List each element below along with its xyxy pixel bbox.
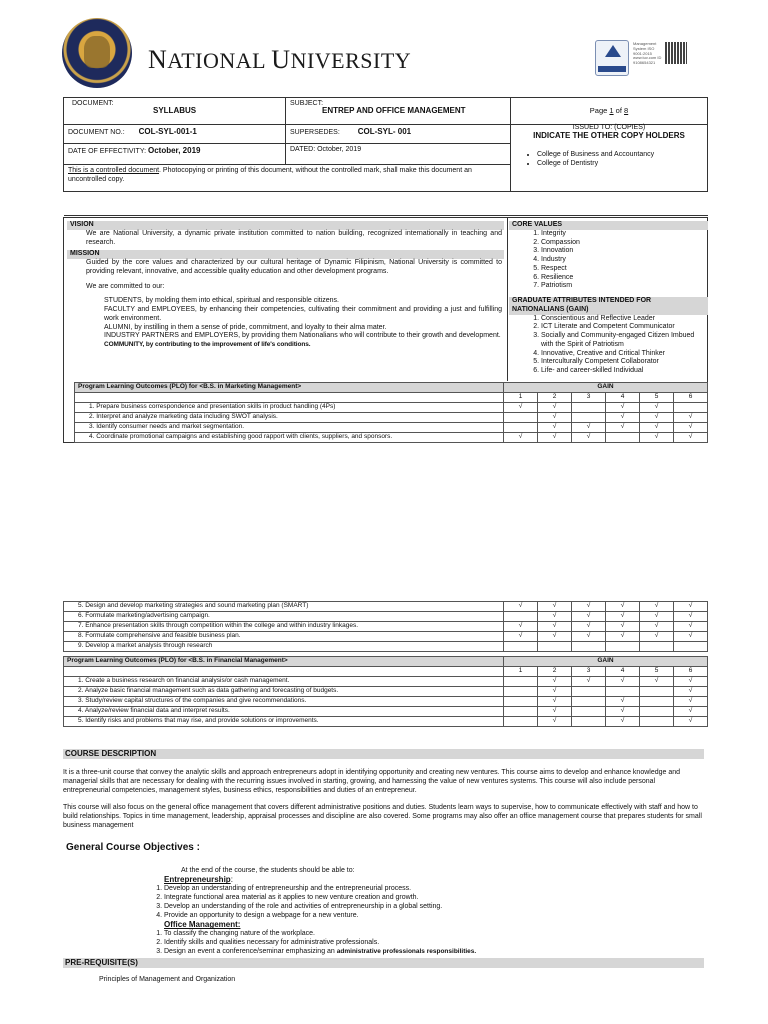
spacer-row (64, 192, 708, 216)
gain-check-cell: √ (674, 707, 708, 717)
gain-check-cell: √ (572, 602, 606, 612)
plo-row-text: 1. Create a business research on financial analysis/or cash management. (64, 677, 504, 687)
plo-marketing-rows (75, 403, 708, 443)
plo-row (64, 697, 708, 707)
gain-check-cell: √ (674, 612, 708, 622)
issued-title: INDICATE THE OTHER COPY HOLDERS (533, 130, 685, 140)
gain-item: 4. Innovative, Creative and Critical Thinker (541, 350, 708, 359)
plo-row (64, 717, 708, 727)
core-value-item: 3. Innovation (541, 247, 708, 256)
certification-badge (595, 40, 695, 78)
plo-row (75, 403, 708, 413)
gain-check-cell: √ (538, 423, 572, 433)
gain-check-cell: √ (674, 697, 708, 707)
effectivity-cell (64, 144, 286, 165)
gain-check-cell: √ (640, 433, 674, 443)
gain-check-cell (504, 413, 538, 423)
mission-title: MISSION (67, 250, 504, 259)
gain-check-cell: √ (538, 602, 572, 612)
course-description-p2: This course will also focus on the general office management that covers different administrative positions and duties. Students learn ways to supervise, how to communicate effectively with staff and how to build relationships. Topics in time management, leadership, appraisal processes and discipline are also covered. Some programs may also offer an office management course that prepares students for small business management (63, 804, 702, 830)
plo-row-text: 2. Interpret and analyze marketing data including SWOT analysis. (75, 413, 504, 423)
core-values-title: CORE VALUES (509, 221, 708, 230)
plo-marketing-title: Program Learning Outcomes (PLO) for <B.S. in Marketing Management> (75, 383, 504, 393)
gain-col: 2 (538, 667, 572, 677)
core-values-list (509, 230, 708, 291)
gain-header: GAIN (504, 657, 708, 667)
gain-check-cell (504, 612, 538, 622)
gain-check-cell: √ (674, 632, 708, 642)
copy-holder-list (515, 151, 703, 169)
gain-check-cell (504, 717, 538, 727)
gain-check-cell: √ (538, 632, 572, 642)
supersedes-value: COL-SYL- 001 (357, 127, 412, 136)
gain-check-cell: √ (606, 612, 640, 622)
plo-row (75, 413, 708, 423)
gain-check-cell: √ (572, 632, 606, 642)
gain-check-cell (504, 677, 538, 687)
effectivity-label: DATE OF EFFECTIVITY: (68, 148, 147, 155)
document-value: SYLLABUS (153, 105, 197, 115)
plo-row-text: 8. Formulate comprehensive and feasible business plan. (64, 632, 504, 642)
objective-item: 3. Develop an understanding of the role and activities of entrepreneurship in a global setting. (164, 903, 706, 912)
gain-check-cell: √ (674, 433, 708, 443)
gain-header: GAIN (504, 383, 708, 393)
issued-cell (511, 125, 708, 192)
page-number: 1 (609, 106, 614, 116)
gain-col: 5 (640, 393, 674, 403)
plo-row-text: 6. Formulate marketing/advertising campaign. (64, 612, 504, 622)
gain-check-cell: √ (572, 423, 606, 433)
gain-check-cell: √ (572, 612, 606, 622)
gain-check-cell (640, 687, 674, 697)
gain-check-cell (572, 717, 606, 727)
university-name: NATIONAL UNIVERSITY (148, 45, 412, 74)
plo-row (64, 632, 708, 642)
gain-check-cell: √ (538, 707, 572, 717)
gain-col: 2 (538, 393, 572, 403)
objective-item: 4. Provide an opportunity to design a webpage for a new venture. (164, 912, 706, 921)
docno-label: DOCUMENT NO.: (68, 129, 125, 136)
subject-value: ENTREP AND OFFICE MANAGEMENT (322, 105, 466, 115)
gain-check-cell: √ (504, 622, 538, 632)
gain-col: 1 (504, 393, 538, 403)
copy-holder-item: • College of Business and Accountancy (537, 151, 703, 160)
gain-col: 3 (572, 393, 606, 403)
office-list (148, 930, 706, 956)
objective-item: 2. Integrate functional area material as it applies to new venture creation and growth. (164, 894, 706, 903)
gain-check-cell: √ (572, 433, 606, 443)
mission-item: INDUSTRY PARTNERS and EMPLOYERS, by providing them Nationalians who will contribute to their growth and development. (104, 332, 501, 340)
gain-check-cell: √ (674, 622, 708, 632)
plo-row-text: 2. Analyze basic financial management such as data gathering and forecasting of budgets. (64, 687, 504, 697)
gain-check-cell: √ (606, 602, 640, 612)
plo-row-text: 5. Design and develop marketing strategies and sound marketing plan (SMART) (64, 602, 504, 612)
gain-title: GRADUATE ATTRIBUTES INTENDED FOR NATIONALIANS (GAIN) (509, 297, 708, 315)
gain-check-cell (606, 642, 640, 652)
gain-check-cell: √ (640, 622, 674, 632)
entrep-colon: : (230, 875, 233, 885)
gain-check-cell: √ (606, 413, 640, 423)
core-value-item: 6. Resilience (541, 274, 708, 283)
plo-row-text: 5. Identify risks and problems that may rise, and provide solutions or improvements. (64, 717, 504, 727)
issued-label: ISSUED TO: (COPIES) (572, 124, 646, 131)
gain-check-cell: √ (674, 413, 708, 423)
page-total: 8 (624, 106, 629, 116)
gain-check-cell: √ (538, 433, 572, 443)
gain-check-cell: √ (538, 612, 572, 622)
certification-text: Management System ISO 9001:2015 www.tuv.com ID 9108654321 (633, 41, 662, 66)
university-seal-logo (62, 18, 132, 88)
objectives-title: General Course Objectives : (66, 842, 200, 853)
plo-finance-table (63, 656, 708, 727)
vision-title: VISION (67, 221, 504, 230)
copy-holder-item: • College of Dentistry (537, 160, 703, 169)
gain-check-cell: √ (538, 677, 572, 687)
dated-label: DATED: (290, 146, 316, 153)
page-label: Page (589, 106, 608, 116)
plo-marketing-table (74, 382, 708, 443)
plo-row (64, 707, 708, 717)
objectives-intro: At the end of the course, the students should be able to: (181, 866, 355, 874)
gain-check-cell: √ (640, 403, 674, 413)
empty-cell (64, 667, 504, 677)
core-values-column (509, 218, 708, 381)
vision-mission-column (64, 218, 508, 381)
gain-check-cell (674, 403, 708, 413)
gain-check-cell: √ (606, 403, 640, 413)
controlled-notice-underlined: This is a controlled document (68, 167, 160, 174)
plo-row (64, 687, 708, 697)
entrep-list (148, 885, 706, 920)
gain-check-cell: √ (538, 717, 572, 727)
docno-cell (64, 125, 286, 144)
gain-check-cell (504, 707, 538, 717)
gain-check-cell: √ (504, 403, 538, 413)
core-value-item: 7. Patriotism (541, 282, 708, 291)
vision-mission-section (63, 217, 708, 443)
entrep-title: Entrepreneurship (164, 875, 231, 885)
gain-item: 1. Conscientious and Reflective Leader (541, 315, 708, 324)
controlled-notice (64, 165, 511, 192)
core-value-item: 4. Industry (541, 256, 708, 265)
gain-check-cell (572, 687, 606, 697)
course-description-title: COURSE DESCRIPTION (63, 749, 704, 759)
gain-check-cell (606, 433, 640, 443)
dated-cell (286, 144, 511, 165)
subject-cell (286, 98, 511, 125)
objective-item: 1. To classify the changing nature of the workplace. (164, 930, 706, 939)
gain-check-cell: √ (674, 423, 708, 433)
plo-row-text: 3. Identify consumer needs and market segmentation. (75, 423, 504, 433)
gain-check-cell: √ (640, 612, 674, 622)
plo-row-text: 4. Coordinate promotional campaigns and establishing good rapport with clients, suppliers, and sponsors. (75, 433, 504, 443)
gain-check-cell (640, 717, 674, 727)
document-label: DOCUMENT: (72, 100, 114, 107)
gain-check-cell: √ (606, 677, 640, 687)
core-value-item: 1. Integrity (541, 230, 708, 239)
mission-item-community: COMMUNITY, by contributing to the improvement of life's conditions. (104, 341, 311, 348)
plo-row (64, 677, 708, 687)
dated-value: October, 2019 (317, 146, 362, 153)
gain-check-cell: √ (640, 632, 674, 642)
gain-col: 6 (674, 667, 708, 677)
office-title: Office Management: (164, 920, 241, 930)
core-value-item: 2. Compassion (541, 239, 708, 248)
gain-check-cell: √ (674, 717, 708, 727)
document-info-table (63, 97, 708, 216)
gain-check-cell: √ (606, 423, 640, 433)
gain-check-cell (572, 697, 606, 707)
gain-item: 6. Life- and career-skilled Individual (541, 367, 708, 376)
course-description-p1: It is a three-unit course that convey the analytic skills and approach entrepreneurs adopt in identifying opportunity and creating new ventures. This course aims to develop and enhance knowledge and managerial skills that are necessary for dealing with the recurring issues involved in starting, growing, and harnessing the value of new ventures systems. This course will also include personal entrepreneurial competencies, management styles, business ethics, responsibilities and duties of an entrepreneur. (63, 769, 681, 795)
subject-label: SUBJECT: (290, 100, 324, 107)
gain-check-cell (674, 642, 708, 652)
plo-marketing-top (74, 382, 708, 443)
plo-row-text: 9. Develop a market analysis through research (64, 642, 504, 652)
objective-item: 1. Develop an understanding of entrepreneurship and the entrepreneurial process. (164, 885, 706, 894)
qr-code-icon (665, 42, 687, 64)
mission-item: ALUMNI, by instilling in them a sense of pride, commitment, and loyalty to their alma mater. (104, 323, 387, 331)
gain-check-cell (504, 687, 538, 697)
gain-check-cell: √ (640, 413, 674, 423)
page-of: of (615, 106, 622, 116)
document-cell (64, 98, 286, 125)
gain-check-cell: √ (606, 707, 640, 717)
gain-check-cell: √ (572, 677, 606, 687)
plo-row (64, 612, 708, 622)
plo-row (64, 622, 708, 632)
mission-list (64, 291, 507, 349)
gain-col: 6 (674, 393, 708, 403)
prerequisite-title: PRE-REQUISITE(S) (63, 958, 704, 968)
gain-check-cell: √ (606, 717, 640, 727)
gain-check-cell (572, 413, 606, 423)
objectives-section (66, 842, 706, 957)
gain-check-cell (606, 687, 640, 697)
gain-check-cell (504, 642, 538, 652)
gain-check-cell: √ (640, 423, 674, 433)
tuv-certification-icon (595, 40, 629, 76)
gain-list (509, 315, 708, 376)
vision-text: We are National University, a dynamic private institution committed to nation building, recognized internationally in teaching and research. (86, 229, 502, 246)
gain-check-cell: √ (640, 677, 674, 687)
gain-check-cell (504, 697, 538, 707)
core-value-item: 5. Respect (541, 265, 708, 274)
plo-finance-rows (64, 677, 708, 727)
gain-check-cell: √ (606, 632, 640, 642)
objective-item-text: Design an event a conference/seminar emphasizing an (164, 947, 337, 955)
gain-item: 2. ICT Literate and Competent Communicator (541, 323, 708, 332)
plo-row (64, 602, 708, 612)
mission-item: FACULTY and EMPLOYEES, by enhancing their competencies, cultivating their commitment and providing a just and fulfilling work environment. (104, 306, 502, 322)
mission-item: STUDENTS, by molding them into ethical, spiritual and responsible citizens. (104, 297, 339, 305)
gain-col: 3 (572, 667, 606, 677)
objective-item (164, 948, 706, 957)
plo-row-text: 4. Analyze/review financial data and interpret results. (64, 707, 504, 717)
gain-check-cell: √ (538, 697, 572, 707)
gain-check-cell: √ (606, 697, 640, 707)
gain-check-cell: √ (606, 622, 640, 632)
supersedes-label: SUPERSEDES: (290, 129, 340, 136)
empty-cell (75, 393, 504, 403)
effectivity-value: October, 2019 (148, 146, 201, 155)
gain-check-cell: √ (538, 413, 572, 423)
gain-check-cell (572, 707, 606, 717)
office-heading (164, 920, 706, 930)
supersedes-cell (286, 125, 511, 144)
gain-check-cell (640, 697, 674, 707)
gain-check-cell (640, 642, 674, 652)
gain-item: 5. Interculturally Competent Collaborator (541, 358, 708, 367)
plo-row (75, 433, 708, 443)
gain-check-cell: √ (674, 687, 708, 697)
plo-row-text: 7. Enhance presentation skills through competition within the college and within industry linkages. (64, 622, 504, 632)
controlled-notice-text: . Photocopying or printing of this document, without the controlled mark, shall make this document an uncontrolled copy. (68, 167, 472, 183)
gain-col: 4 (606, 667, 640, 677)
gain-col: 1 (504, 667, 538, 677)
plo-finance-title: Program Learning Outcomes (PLO) for <B.S. in Financial Management> (64, 657, 504, 667)
plo-row (64, 642, 708, 652)
objective-item-bold-text: administrative professionals responsibilities. (336, 947, 477, 955)
gain-col: 5 (640, 667, 674, 677)
entrep-heading (164, 875, 706, 885)
gain-check-cell (538, 642, 572, 652)
gain-col: 4 (606, 393, 640, 403)
gain-check-cell: √ (538, 687, 572, 697)
gain-check-cell: √ (674, 677, 708, 687)
gain-check-cell (640, 707, 674, 717)
mission-text: Guided by the core values and characterized by our cultural heritage of Dynamic Filipinism, National University is committed to providing relevant, innovative, and accessible quality education and other development programs. (86, 259, 502, 275)
gain-check-cell: √ (640, 602, 674, 612)
gain-check-cell (572, 642, 606, 652)
plo-continued-section (63, 601, 708, 727)
page-cell (511, 98, 708, 125)
plo-row-text: 1. Prepare business correspondence and presentation skills in product handling (4Ps) (75, 403, 504, 413)
mission-committed: We are committed to our: (86, 282, 165, 290)
plo-marketing-continued-table (63, 601, 708, 652)
plo-row-text: 3. Study/review capital structures of the companies and give recommendations. (64, 697, 504, 707)
gain-check-cell: √ (538, 622, 572, 632)
docno-value: COL-SYL-001-1 (138, 127, 197, 136)
gain-check-cell: √ (674, 602, 708, 612)
gain-check-cell: √ (504, 632, 538, 642)
gain-check-cell: √ (504, 433, 538, 443)
course-description-section (63, 749, 704, 831)
plo-marketing-continued-rows (64, 602, 708, 652)
gain-check-cell: √ (504, 602, 538, 612)
gain-check-cell (572, 403, 606, 413)
gain-check-cell (504, 423, 538, 433)
plo-row (75, 423, 708, 433)
gain-item: 3. Socially and Community-engaged Citizen Imbued with the Spirit of Patriotism (541, 332, 708, 350)
gain-check-cell: √ (538, 403, 572, 413)
prerequisite-value: Principles of Management and Organization (99, 976, 236, 983)
gain-check-cell: √ (572, 622, 606, 632)
objective-item: 2. Identify skills and qualities necessary for administrative professionals. (164, 939, 706, 948)
prerequisite-section (63, 958, 704, 985)
